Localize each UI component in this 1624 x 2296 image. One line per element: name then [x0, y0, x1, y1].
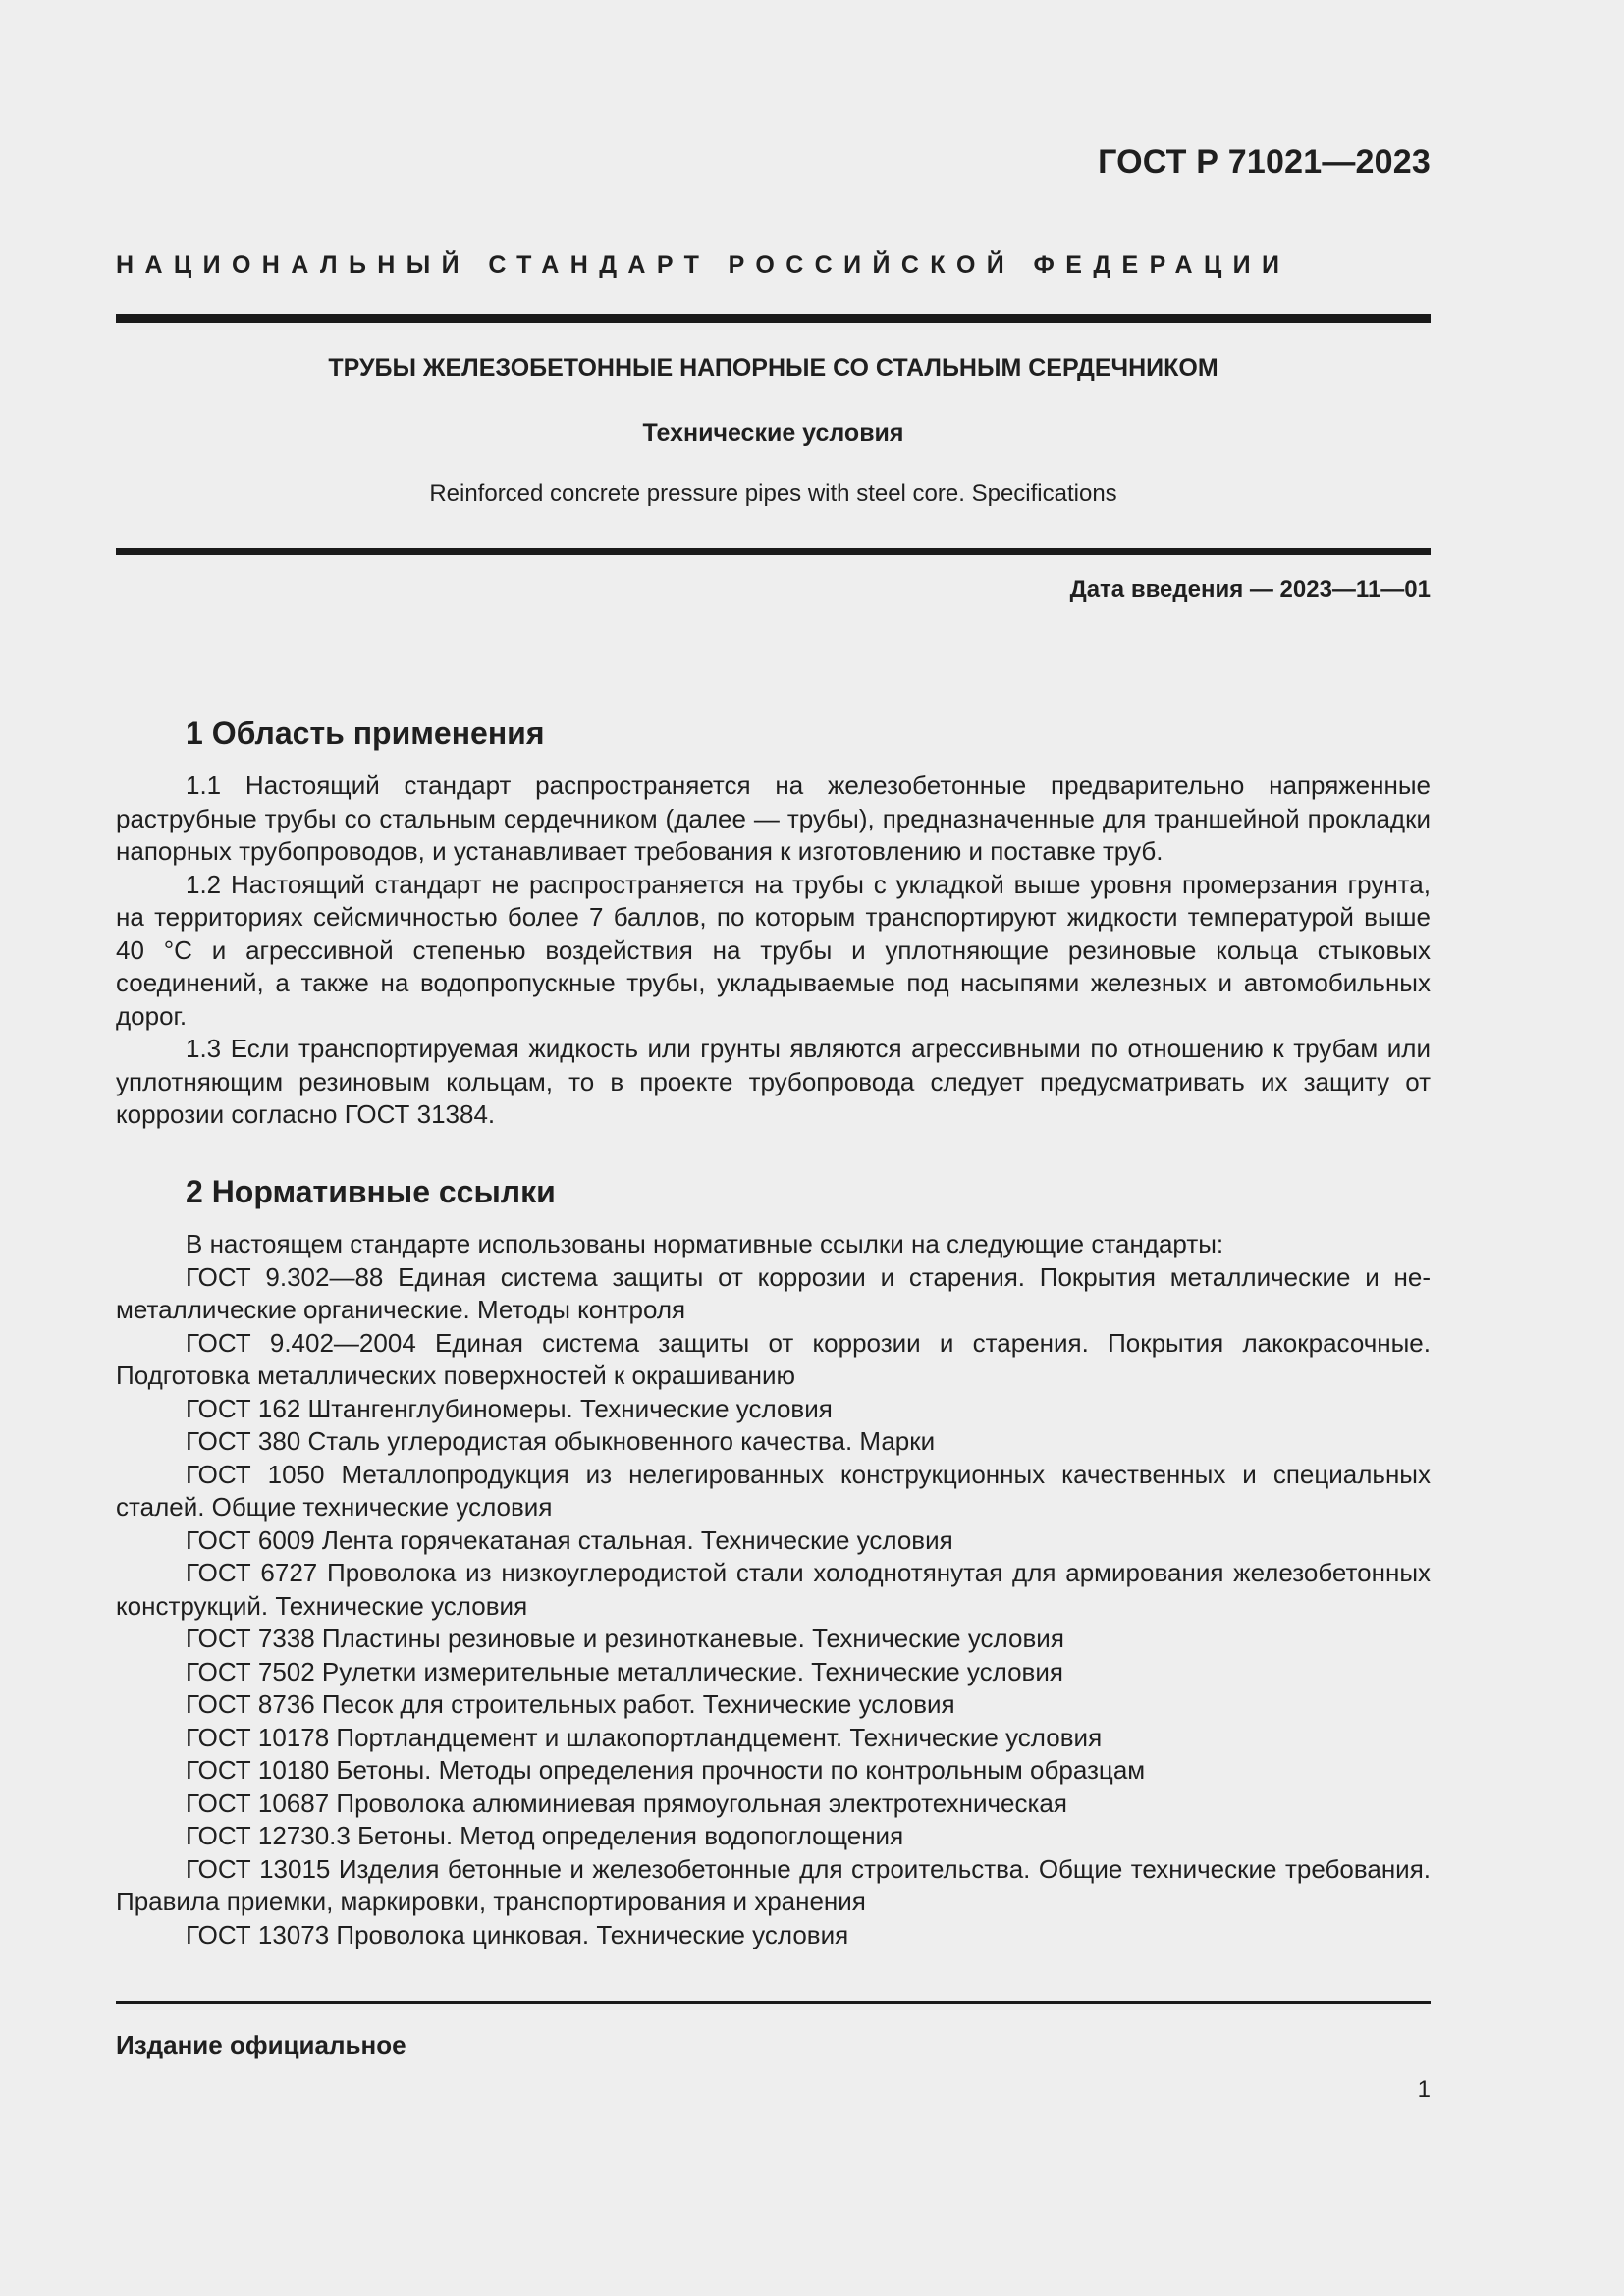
- reference-item: ГОСТ 10178 Портландцемент и шлакопортландцемент. Технические условия: [186, 1722, 1103, 1752]
- top-rule: [116, 314, 1431, 323]
- reference-item: ГОСТ 6009 Лента горячекатаная стальная. Технические условия: [186, 1524, 953, 1555]
- reference-item: ГОСТ 13073 Проволока цинковая. Технические условия: [186, 1919, 849, 1949]
- footer-rule: [116, 2001, 1431, 2004]
- paragraph-1-3: 1.3 Если транспортируемая жидкость или грунты являются агрессивными по отношению к трубам или уплотняющим резиновым кольцам, то в проекте трубопровода следует предусматривать их защиту от коррозии согласно ГОСТ 31384.: [116, 1034, 1431, 1130]
- introduction-date: Дата введения — 2023—11—01: [1069, 576, 1431, 603]
- page-number: 1: [1417, 2076, 1431, 2103]
- paragraph-1-1: 1.1 Настоящий стандарт распространяется на железобетонные предварительно напряженные раструбные трубы со стальным сердечником (далее — трубы), предназначенные для траншейной прокладки напорных трубопроводов, и устанавливает требования к изготовлению и поставке труб.: [116, 771, 1431, 867]
- document-english-title: Reinforced concrete pressure pipes with steel core. Specifications: [429, 480, 1117, 507]
- reference-item: ГОСТ 7502 Рулетки измерительные металлические. Технические условия: [186, 1656, 1063, 1686]
- gost-number: ГОСТ Р 71021—2023: [1098, 143, 1431, 181]
- reference-item: ГОСТ 10687 Проволока алюминиевая прямоугольная электротехническая: [186, 1788, 1067, 1818]
- reference-item: ГОСТ 13015 Изделия бетонные и железобетонные для строительства. Общие технические требования. Правила приемки, маркировки, транспортирования и хранения: [116, 1853, 1431, 1917]
- reference-item: ГОСТ 12730.3 Бетоны. Метод определения водопоглощения: [186, 1821, 904, 1851]
- references-intro: В настоящем стандарте использованы нормативные ссылки на следующие стандарты:: [186, 1229, 1224, 1259]
- reference-item: ГОСТ 8736 Песок для строительных работ. Технические условия: [186, 1689, 955, 1720]
- reference-item: ГОСТ 9.302—88 Единая система защиты от коррозии и старения. Покрытия металлические и неметаллические органические. Методы контроля: [116, 1261, 1431, 1325]
- middle-rule: [116, 548, 1431, 555]
- national-standard-banner: НАЦИОНАЛЬНЫЙ СТАНДАРТ РОССИЙСКОЙ ФЕДЕРАЦИИ: [116, 251, 1291, 279]
- reference-item: ГОСТ 9.402—2004 Единая система защиты от коррозии и старения. Покрытия лакокрасочные. Подготовка металлических поверхностей к окрашиванию: [116, 1327, 1431, 1391]
- reference-item: ГОСТ 380 Сталь углеродистая обыкновенного качества. Марки: [186, 1426, 936, 1457]
- paragraph-1-2: 1.2 Настоящий стандарт не распространяется на трубы с укладкой выше уровня промерзания грунта, на территориях сейсмичностью более 7 баллов, по которым транспортируют жидкости температурой выше 40 °С и агрессивной степенью воздействия на трубы и уплотняющие резиновые кольца стыковых соединений, а также на водопропускные трубы, укладываемые под насыпями железных и автомобильных дорог.: [116, 869, 1431, 1031]
- reference-item: ГОСТ 10180 Бетоны. Методы определения прочности по контрольным образцам: [186, 1755, 1146, 1786]
- reference-item: ГОСТ 7338 Пластины резиновые и резинотканевые. Технические условия: [186, 1624, 1064, 1654]
- reference-item: ГОСТ 1050 Металлопродукция из нелегированных конструкционных качественных и специальных сталей. Общие технические условия: [116, 1459, 1431, 1522]
- document-subtitle: Технические условия: [642, 419, 904, 447]
- official-edition-label: Издание официальное: [116, 2030, 406, 2059]
- section-heading-scope: 1 Область применения: [186, 716, 545, 751]
- reference-item: ГОСТ 162 Штангенглубиномеры. Технические условия: [186, 1393, 833, 1423]
- section-heading-normative-references: 2 Нормативные ссылки: [186, 1173, 556, 1209]
- document-title: ТРУБЫ ЖЕЛЕЗОБЕТОННЫЕ НАПОРНЫЕ СО СТАЛЬНЫМ СЕРДЕЧНИКОМ: [328, 354, 1218, 382]
- reference-item: ГОСТ 6727 Проволока из низкоуглеродистой стали холоднотянутая для армирования железобетонных конструкций. Технические условия: [116, 1558, 1431, 1621]
- main-content: [116, 715, 1431, 1951]
